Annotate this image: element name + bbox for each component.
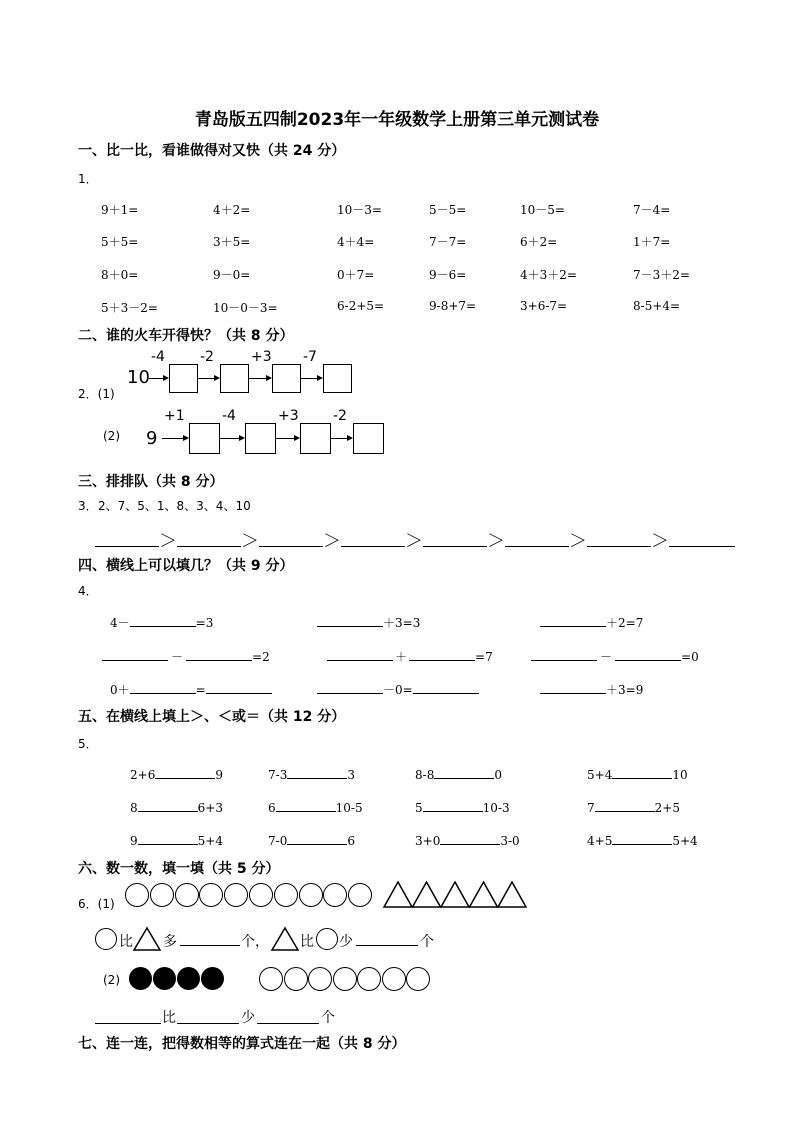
section-6-heading: 六、数一数，填一填（共 5 分） (78, 861, 280, 877)
q5-right: 10 (672, 768, 688, 782)
hollow-circle-icon (308, 967, 332, 991)
question-1-number: 1． (78, 172, 98, 186)
q5-blank[interactable] (423, 799, 483, 812)
order-blank[interactable] (669, 530, 735, 547)
q5-comparison[interactable] (268, 766, 355, 782)
question-3-number: 3． (78, 499, 98, 513)
order-blank[interactable] (587, 530, 651, 547)
hollow-circle-icon (348, 883, 372, 907)
q5-comparison[interactable] (415, 766, 502, 782)
hollow-circle-icon (224, 883, 248, 907)
train-arrow (249, 378, 266, 379)
q5-right: 5+4 (672, 834, 698, 848)
q5-left: 5+4 (587, 768, 613, 782)
q1-equation[interactable]: 10－3= (337, 203, 382, 217)
q1-equation[interactable]: 8-5+4= (633, 299, 681, 313)
q5-left: 7 (587, 801, 595, 815)
q6-bi-label: 比 (119, 934, 133, 950)
q5-blank[interactable] (440, 832, 500, 845)
answer-box[interactable] (169, 364, 198, 393)
answer-box[interactable] (353, 423, 384, 454)
q6-shao-label: 少 (339, 934, 353, 950)
q1-equation[interactable]: 6＋2= (520, 235, 558, 249)
triangle-icon (470, 882, 498, 907)
q1-equation[interactable]: 7－4= (633, 203, 671, 217)
hollow-circle-icon (284, 967, 308, 991)
hollow-circle-icon (406, 967, 430, 991)
greater-than-sign: ＞ (159, 531, 177, 552)
q5-right: 5+4 (197, 834, 223, 848)
section-7-heading: 七、连一连，把得数相等的算式连在一起（共 8 分） (78, 1036, 406, 1052)
q1-equation[interactable]: 9＋1= (101, 203, 139, 217)
section-5-heading: 五、在横线上填上＞、＜或＝（共 12 分） (78, 709, 346, 725)
greater-than-sign: ＞ (323, 531, 341, 552)
q5-right: 2+5 (654, 801, 680, 815)
train-op-label: +1 (164, 408, 185, 424)
q5-comparison[interactable] (130, 766, 223, 782)
train-op-label: -2 (333, 408, 347, 424)
q5-left: 3+0 (415, 834, 441, 848)
train-arrow (149, 378, 163, 379)
filled-circle-icon (129, 967, 152, 990)
q5-comparison[interactable] (130, 832, 223, 848)
q5-comparison[interactable] (415, 832, 520, 848)
q1-equation[interactable]: 6-2+5= (337, 299, 385, 313)
q6-bi2-label: 比 (300, 934, 314, 950)
q5-left: 8 (130, 801, 138, 815)
hollow-circle-icon (249, 883, 273, 907)
hollow-circle-icon (259, 967, 283, 991)
q5-blank[interactable] (287, 766, 347, 779)
q5-comparison[interactable] (268, 832, 355, 848)
train-arrow (276, 438, 294, 439)
train-op-label: +3 (251, 349, 272, 365)
train2-start: 9 (146, 428, 158, 449)
q4-item-b2[interactable]: ＋ =7 (327, 648, 493, 665)
q6-duo-label: 多 (163, 934, 177, 950)
hollow-circle-icon (323, 883, 347, 907)
q5-left: 8-8 (415, 768, 435, 782)
q1-equation[interactable]: 4＋3＋2= (520, 268, 577, 282)
train-op-label: -7 (303, 349, 317, 365)
q5-blank[interactable] (612, 832, 672, 845)
q5-comparison[interactable] (415, 799, 510, 815)
q4-item-c2[interactable]: －0= (317, 681, 479, 698)
q5-comparison[interactable] (268, 799, 363, 815)
q6-blank-2[interactable] (356, 931, 418, 950)
q4-item-a1[interactable]: 4－ =3 (110, 616, 214, 630)
question-3-numbers: 2、7、5、1、8、3、4、10 (98, 499, 251, 513)
train-arrow (220, 438, 239, 439)
q5-right: 0 (494, 768, 502, 782)
hollow-circle-icon (175, 883, 199, 907)
order-blank[interactable] (177, 530, 241, 547)
q6-line2-shao: 少 (241, 1010, 255, 1026)
q1-equation[interactable]: 9－0= (213, 268, 251, 282)
answer-box[interactable] (323, 364, 352, 393)
q1-equation[interactable]: 3＋5= (213, 235, 251, 249)
order-blank[interactable] (423, 530, 487, 547)
q5-blank[interactable] (138, 799, 198, 812)
filled-circle-icon (153, 967, 176, 990)
hollow-circle-icon (125, 883, 149, 907)
q5-right: 3-0 (500, 834, 520, 848)
answer-box[interactable] (300, 423, 331, 454)
q1-equation[interactable]: 5＋5= (101, 235, 139, 249)
q5-blank[interactable] (612, 766, 672, 779)
q6-blank-3[interactable] (95, 1009, 161, 1028)
train-op-label: -4 (151, 349, 165, 365)
greater-than-sign: ＞ (487, 531, 505, 552)
q5-blank[interactable] (434, 766, 494, 779)
order-blank[interactable] (341, 530, 405, 547)
q6-ge2-label: 个 (420, 934, 434, 950)
page-title: 青岛版五四制2023年一年级数学上册第三单元测试卷 (194, 110, 600, 130)
q5-left: 6 (268, 801, 276, 815)
question-2-number: 2．(1) (78, 387, 115, 401)
triangle-icon (413, 882, 441, 907)
q1-equation[interactable]: 10－0－3= (213, 301, 278, 315)
triangle-icon (498, 882, 526, 907)
train-op-label: -2 (200, 349, 214, 365)
q6-blank-5[interactable] (257, 1009, 319, 1028)
q5-right: 6+3 (197, 801, 223, 815)
q5-left: 5 (415, 801, 423, 815)
hollow-circle-icon (274, 883, 298, 907)
q1-equation[interactable]: 10－5= (520, 203, 565, 217)
q5-comparison[interactable] (130, 799, 223, 815)
q6-blank-4[interactable] (177, 1009, 239, 1028)
order-blank[interactable] (259, 530, 323, 547)
q5-left: 4+5 (587, 834, 613, 848)
greater-than-sign: ＞ (569, 531, 587, 552)
circle-shape-icon (95, 928, 117, 950)
triangle-shape-icon (271, 927, 299, 951)
q1-equation[interactable]: 4＋2= (213, 203, 251, 217)
q4-item-a2[interactable]: ＋3=3 (317, 614, 420, 631)
filled-circle-icon (177, 967, 200, 990)
q5-right: 10-5 (335, 801, 363, 815)
hollow-circle-icon (382, 967, 406, 991)
q5-right: 10-3 (482, 801, 510, 815)
section-4-heading: 四、横线上可以填几？（共 9 分） (78, 558, 294, 574)
question-4-number: 4． (78, 584, 98, 598)
q1-equation[interactable]: 3+6-7= (520, 299, 568, 313)
triangle-icon (441, 882, 469, 907)
greater-than-sign: ＞ (405, 531, 423, 552)
train-arrow (198, 378, 214, 379)
answer-box[interactable] (189, 423, 220, 454)
train-arrow (301, 378, 317, 379)
answer-box[interactable] (245, 423, 276, 454)
train-op-label: -4 (222, 408, 236, 424)
q5-left: 9 (130, 834, 138, 848)
section-1-heading: 一、比一比，看谁做得对又快（共 24 分） (78, 143, 346, 159)
q4-item-b3[interactable]: － =0 (531, 648, 699, 665)
q5-left: 2+6 (130, 768, 156, 782)
circle-shape-icon (316, 928, 338, 950)
q5-right: 3 (347, 768, 355, 782)
q1-equation[interactable]: 7－3＋2= (633, 268, 690, 282)
triangles-row (384, 880, 534, 910)
filled-circle-icon (201, 967, 224, 990)
q5-right: 9 (215, 768, 223, 782)
q5-blank[interactable] (155, 766, 215, 779)
ordering-blanks[interactable] (95, 527, 735, 553)
greater-than-sign: ＞ (651, 531, 669, 552)
question-6-number: 6．(1) (78, 897, 115, 911)
triangle-shape-icon (133, 927, 161, 951)
q4-item-b1[interactable]: － =2 (102, 648, 270, 665)
q1-equation[interactable]: 4＋4= (337, 235, 375, 249)
q5-right: 6 (347, 834, 355, 848)
q6-ge-label: 个， (241, 934, 269, 950)
q1-equation[interactable]: 5＋3－2= (101, 301, 158, 315)
q4-item-a3[interactable]: ＋2=7 (540, 614, 643, 631)
q5-comparison[interactable] (587, 799, 680, 815)
q5-left: 7-3 (268, 768, 288, 782)
q5-blank[interactable] (287, 832, 347, 845)
train-arrow (331, 438, 347, 439)
q1-equation[interactable]: 5－5= (429, 203, 467, 217)
question-2-sub2: (2) (103, 429, 120, 443)
q5-comparison[interactable] (587, 766, 688, 782)
question-6-sub2: (2) (103, 973, 120, 987)
hollow-circle-icon (333, 967, 357, 991)
q6-line2-bi: 比 (162, 1010, 176, 1026)
hollow-circle-icon (299, 883, 323, 907)
hollow-circle-icon (150, 883, 174, 907)
q4-item-c3[interactable]: ＋3=9 (540, 681, 643, 698)
q1-equation[interactable]: 7－7= (429, 235, 467, 249)
q1-equation[interactable]: 9－6= (429, 268, 467, 282)
order-blank[interactable] (95, 530, 159, 547)
section-3-heading: 三、排排队（共 8 分） (78, 474, 224, 490)
train1-start: 10 (127, 367, 150, 388)
q5-blank[interactable] (138, 832, 198, 845)
q6-line2-ge: 个 (321, 1010, 335, 1026)
question-5-number: 5． (78, 737, 98, 751)
q5-blank[interactable] (276, 799, 336, 812)
q1-equation[interactable]: 0＋7= (337, 268, 375, 282)
triangle-icon (384, 882, 412, 907)
q6-blank-1[interactable] (180, 931, 240, 950)
greater-than-sign: ＞ (241, 531, 259, 552)
q1-equation[interactable]: 1＋7= (633, 235, 671, 249)
answer-box[interactable] (220, 364, 249, 393)
section-2-heading: 二、谁的火车开得快？（共 8 分） (78, 328, 294, 344)
q4-item-c1[interactable]: 0＋ = (110, 681, 272, 698)
train-arrow (162, 438, 183, 439)
train-op-label: +3 (278, 408, 299, 424)
q5-blank[interactable] (595, 799, 655, 812)
q5-left: 7-0 (268, 834, 288, 848)
answer-box[interactable] (272, 364, 301, 393)
q1-equation[interactable]: 9-8+7= (429, 299, 477, 313)
hollow-circle-icon (357, 967, 381, 991)
q5-comparison[interactable] (587, 832, 698, 848)
q1-equation[interactable]: 8＋0= (101, 268, 139, 282)
order-blank[interactable] (505, 530, 569, 547)
hollow-circle-icon (199, 883, 223, 907)
